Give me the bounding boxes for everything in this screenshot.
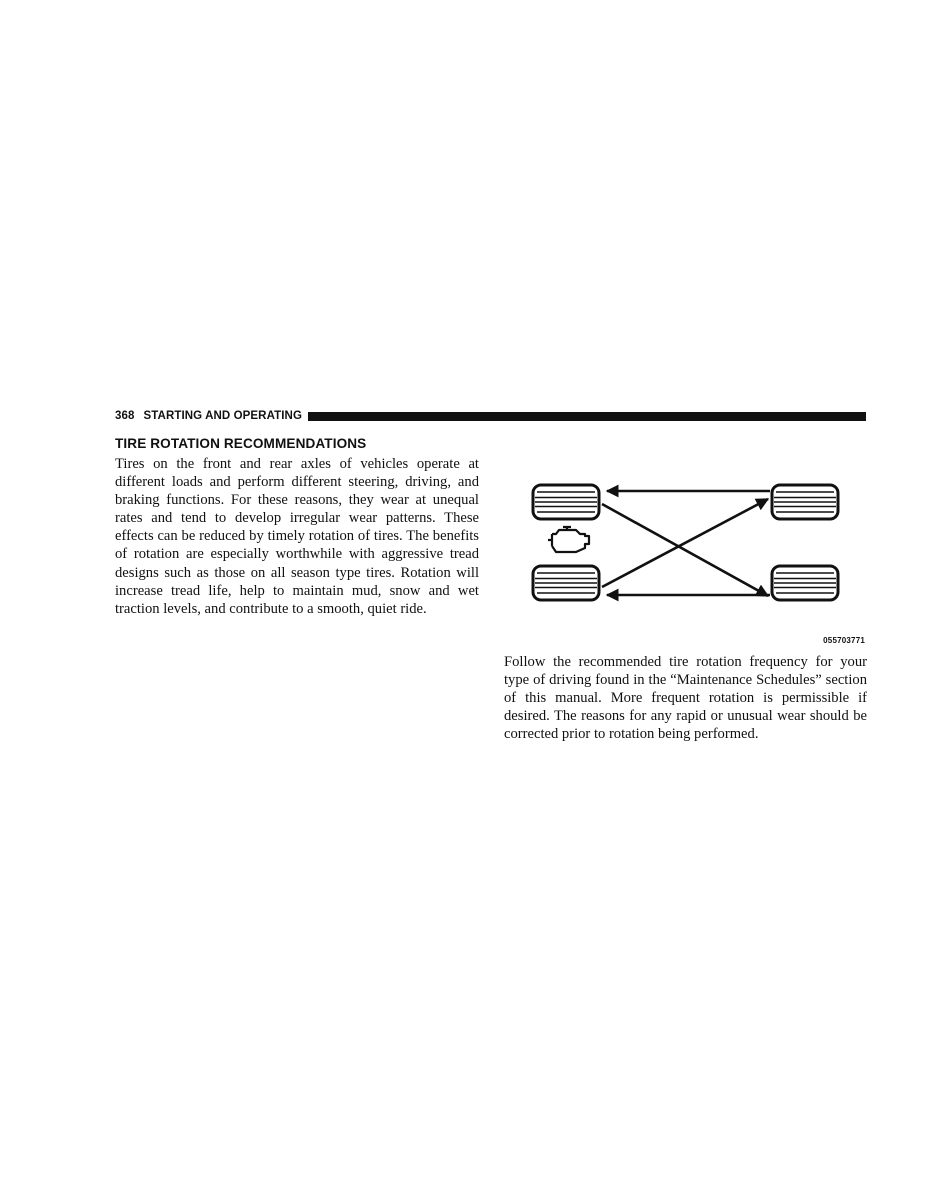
chapter-title: STARTING AND OPERATING bbox=[143, 410, 303, 422]
engine-icon bbox=[548, 527, 589, 552]
tire-icon bbox=[533, 566, 599, 600]
rotation-diagram-svg bbox=[504, 470, 867, 635]
follow-up-paragraph: Follow the recommended tire rotation frequency for your type of driving found in the “Maintenance Schedules” section of this manual. More frequent rotation is permissible if desired. The reasons for any rapid or unusual wear should be corrected prior to rotation being performed. bbox=[504, 654, 867, 743]
page-header bbox=[115, 408, 866, 424]
arrow-left-rear-to-right-front bbox=[602, 499, 768, 587]
tire-icon bbox=[533, 485, 599, 519]
tire-rotation-diagram bbox=[504, 470, 867, 650]
header-rule bbox=[308, 412, 866, 421]
intro-paragraph: Tires on the front and rear axles of vehicles operate at different loads and perform different steering, driving, and braking functions. For these reasons, they wear at unequal rates and tend to develop irregular wear patterns. These effects can be reduced by timely rotation of tires. The benefits of rotation are especially worthwhile with aggressive tread designs such as those on all season type tires. Rotation will increase tread life, help to maintain mud, snow and wet traction levels, and contribute to a smooth, quiet ride. bbox=[115, 456, 479, 617]
page-number: 368 bbox=[115, 410, 135, 422]
tire-icon bbox=[772, 485, 838, 519]
arrow-left-front-to-right-rear bbox=[602, 504, 768, 596]
section-heading: TIRE ROTATION RECOMMENDATIONS bbox=[115, 436, 367, 451]
figure-id-code: 055703771 bbox=[823, 636, 865, 645]
tire-icon bbox=[772, 566, 838, 600]
